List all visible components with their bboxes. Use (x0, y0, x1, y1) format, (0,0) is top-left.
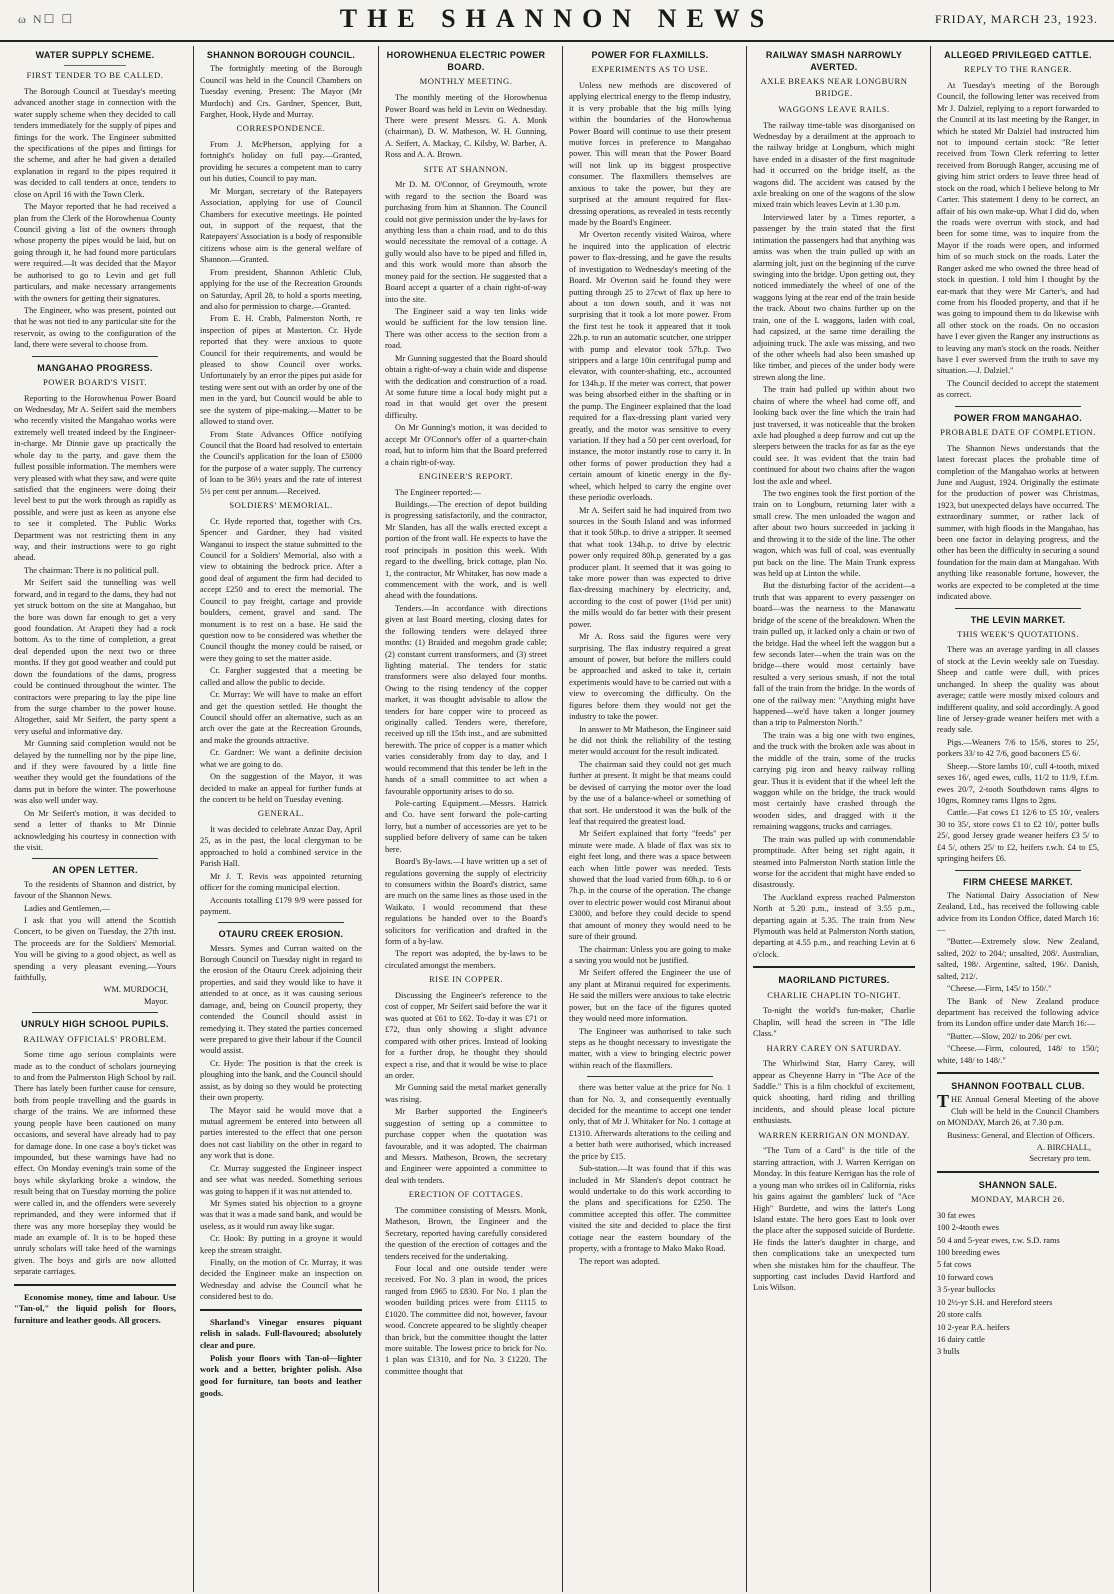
paragraph: Ladies and Gentlemen,— (24, 903, 110, 913)
paragraph: Mr A. Seifert said he had inquired from two sources in the South Island and was informed that it took 50h.p. to drive a stripper. It seemed that what took 134h.p. to drive by electric power only required 80h.p. generated by a gas producer plant. It seemed that it was going to take more power than was expected to drive flax-dressing machinery by electricity, and, according to the cost of power (1½d per unit) the mills would do far better with their present power. (569, 505, 731, 629)
subheadline: WARREN KERRIGAN ON MONDAY. (758, 1129, 910, 1140)
columns (8, 46, 1108, 1592)
subheadline: MONTHLY MEETING. (419, 76, 513, 87)
headline: POWER FOR FLAXMILLS. (591, 50, 709, 60)
paragraph: From E. H. Crabb, Palmerston North, re inspection of pipes at Masterton. Cr. Hyde reported that they were anxious to quote Council for their requirements, and would be pleased to show Council over works. Unfortunately by an error the pipes put aside for testing were sent out with an order by one of the men in the yard, but Council would be able to see the system of pipe-making.—Matter to be allowed to stand over. (200, 314, 362, 427)
headline: MANGAHAO PROGRESS. (37, 362, 153, 373)
paragraph: Mr Symes stated his objection to a groyne was that it was a made sand bank, and would be useless, as it would run away like sugar. (200, 1198, 362, 1231)
list-item: 100 breeding ewes (937, 1248, 1000, 1258)
paragraph: The railway time-table was disorganised on Wednesday by a derailment at the approach to the railway bridge at Longburn, which might have ended in a disaster of the first magnitude had it occurred on the bridge itself, as the wagons did. The accident was caused by the axle breaking on one of the wagons of the slow mixed train which leaves Levin at 1.30 p.m. (753, 120, 915, 210)
headline: RAILWAY SMASH NARROWLY AVERTED. (765, 50, 903, 73)
divider (753, 966, 915, 968)
headline: FIRM CHEESE MARKET. (963, 876, 1073, 887)
paragraph: On Mr Gunning's motion, it was decided to accept Mr O'Connor's offer of a quarter-chain road, but to inform him that the Board preferred a chain right-of-way. (385, 423, 547, 467)
subheadline: ERECTION OF COTTAGES. (408, 1189, 524, 1200)
headline: THE LEVIN MARKET. (970, 614, 1066, 625)
paragraph: The train was a big one with two engines, and the truck with the broken axle was about in the middle of the train, some of the trucks carrying pig iron and heavy railway rolling gear. Thus it is evident that if the wheel left the waggon while on the bridge, the truck would most certainly have crashed through the wooden sides, and dragged with it the remaining waggons, trucks and carriages. (753, 730, 915, 832)
paragraph: The report was adopted. (579, 1256, 660, 1266)
paragraph: Four local and one outside tender were received. For No. 3 plan in wood, the prices ranged from £965 to £830. For No. 1 plan the wooden building prices were from £1115 to £1020. The committee did not, however, favour wood. Concrete appeared to be slightly cheaper than brick, but the committee thought the latter more suitable. The lowest price to brick for No. 1 plan was £1310, and for No. 3 £1220. The committee thought that (385, 1263, 547, 1376)
headline: POWER FROM MANGAHAO. (954, 412, 1082, 423)
divider (218, 922, 344, 923)
paragraph: The Bank of New Zealand produce department has received the following advice from its London office under date March 16:— (937, 996, 1099, 1029)
paragraph: Accounts totalling £179 9/9 were passed for payment. (200, 895, 362, 916)
article-maoriland-pictures (753, 974, 915, 1294)
divider (200, 1309, 362, 1311)
paragraph: There was an average yarding in all classes of stock at the Levin weekly sale on Tuesday. Sheep and cattle were dull, with prices unchanged. In sheep the quality was about average; cattle were mostly mixed colours and indifferent quality, and sold accordingly. A good line of Jersey-grade weaner heifers met with a ready sale. (937, 645, 1099, 735)
column-6 (930, 46, 1105, 1592)
paragraph: The Engineer said a way ten links wide would be sufficient for the low tension line. There was other access to the section from a road. (385, 307, 547, 351)
divider (64, 65, 126, 66)
paragraph: The chairman said they could not get much further at present. It might be that means could be devised of carrying the motor over the load by the use of a balance-wheel or something of that sort. He understood it was the bulk of the leaf that required the greatest load. (569, 759, 731, 826)
column-3 (378, 46, 553, 1592)
list-item: 3 5-year bullocks (937, 1285, 996, 1295)
paragraph: Cr. Hyde: The position is that the creek is ploughing into the bank, and the Council should assist, as by doing so they would be protecting their own property. (200, 1058, 362, 1103)
advertisement: Polish your floors with Tan-ol—lighter work and a better, brighter polish. Also good for furniture, tan boots and leather goods. (200, 1352, 362, 1398)
paragraph: The fortnightly meeting of the Borough Council was held in the Council Chambers on Tuesday evening. Present: The Mayor (Mr Murdoch) and Crs. Gardner, Spencer, Butt, Fargher, Hook, Hyde and Murray. (200, 64, 362, 119)
paragraph: Tenders.—In accordance with directions given at last Board meeting, closing dates for the following tenders were delayed three months: (1) Braided and megohm grade cable; (2) constant current transformers, and (3) street lighting material. The tenders for static transformers were also delayed four months. Owing to the rising tendency of the copper market, it was thought advisable to allow the tenders for bare copper wire to proceed as originally called. Tenders were, therefore, received up till the 15th inst., and are submitted herewith. The price of copper is a matter which varies considerably from day to day, and I would recommend that this tender be left in the hands of a small committee to act when a favourable opportunity arises to do so. (385, 603, 547, 796)
paragraph: "The Turn of a Card" is the title of the starring attraction, with J. Warren Kerrigan on Monday. In this feature Kerrigan has the role of a young man who strikes oil in California, risks his gains against the gamblers' luck of "Ace High" Burdette, and wins the latter's Long Island estate. The hero goes East to look over the place after the supposed suicide of Burdette. He finds the latter's daughter in charge, and then complications take an unexpected turn when she mistakes him for the chauffeur. The supporting cast includes David Hartford and Lois Wilson. (753, 1146, 915, 1293)
headline: OTAURU CREEK EROSION. (218, 929, 344, 940)
signature-name: WM. MURDOCH, (103, 985, 168, 995)
divider (32, 1012, 158, 1013)
paragraph: The chairman: Unless you are going to make a saving you would not be justified. (569, 944, 731, 965)
subheadline: MONDAY, MARCH 26. (971, 1194, 1065, 1205)
headline: SHANNON SALE. (978, 1179, 1058, 1190)
paragraph: It was decided to celebrate Anzac Day, April 25, as in the past, the local clergyman to be approached to hold a combined service in the Parish Hall. (200, 825, 362, 869)
paragraph: The committee consisting of Messrs. Monk, Matheson, Brown, the Engineer and the Secretary, reported having carefully considered the question of the erection of cottages and the tenders received for the undertaking. (385, 1205, 547, 1261)
paragraph: The Whirlwind Star, Harry Carey, will appear as Cheyenne Harry in "The Ace of the Saddle." This is a film chockful of excitement, quick shooting, hard riding and thrilling incidents, and should please local picture enthusiasts. (753, 1059, 915, 1126)
paragraph: The Mayor said he would move that a mutual agreement be entered into between all parties interested to the effect that one person does not cast liability on the other in regard to any work that is done. (200, 1105, 362, 1161)
notice-text: Business: General, and Election of Officers. (947, 1130, 1095, 1140)
subheadline: RISE IN COPPER. (428, 974, 504, 985)
paragraph: Cr. Gardner: We want a definite decision what we are going to do. (200, 748, 362, 769)
paragraph: The Borough Council at Tuesday's meeting advanced another stage in connection with the water supply scheme when they decided to call tenders immediately for the supply of pipes and fittings for the work. The Engineer submitted the specifications of the pipes and fittings for the scheme, and after he had given a detailed explanation in regard to the pipes required it was decided to call tenders at once, tenders to close on April 16 with the Town Clerk. (14, 86, 176, 199)
paragraph: The monthly meeting of the Horowhenua Power Board was held in Levin on Wednesday. There were present Messrs. G. A. Monk (chairman), D. W. Matheson, W. H. Gunning, A. Seifert, A. Mackay, C. Kilsby, W. Barber, A. Ross and A. A. Brown. (385, 93, 547, 160)
notice-shannon-sale (937, 1179, 1099, 1358)
paragraph: The Engineer was authorised to take such steps as he thought necessary to investigate the matter, with a view to bringing electric power within reach of the flaxmillers. (569, 1026, 731, 1070)
divider (587, 1076, 713, 1077)
headline: ALLEGED PRIVILEGED CATTLE. (944, 50, 1092, 60)
signature-title: Secretary pro tem. (1029, 1154, 1091, 1164)
paragraph: Interviewed later by a Times reporter, a passenger by the train stated that the first intimation the passengers had that anything was amiss was when the train pulled up with an alarming jolt, just on the beginning of the curve swinging into the bridge. Upon getting out, they noticed immediately the wheel of one of the waggons lying at the rear end of the train beside the track. About two chains further up on the train, one of the L waggons, laden with coal, had capsized, at the same time derailing the adjoining truck. The axle was missing, and two of the other wheels had also been smashed up like timber, and pieces of the under body were strewn along the line. (753, 212, 915, 382)
paragraph: Pole-carting Equipment.—Messrs. Hatrick and Co. have sent forward the pole-carting lorry, but a number of accessories are yet to be supplied before delivery of same can be taken here. (385, 799, 547, 854)
paragraph: Pigs.—Weaners 7/6 to 15/6, stores to 25/, porkers 33/ to 42 7/6, good baconers £5 6/. (937, 737, 1099, 759)
column-4 (562, 46, 737, 1592)
paragraph: Mr Seifert explained that forty "feeds" per minute were made. A blade of flax was six to eight feet long, and there was a space between each when little power was needed. Tests showed that the load varied from 60h.p. to 6 or 7h.p. in the course of the operation. The change over to electric power would cost Miranui about £3000, and before they could decide to spend that amount of money they would need to be sure of their ground. (569, 829, 731, 942)
list-item: 30 fat ewes (937, 1210, 976, 1220)
newspaper-title: THE SHANNON NEWS (339, 4, 775, 33)
paragraph: Messrs. Symes and Curran waited on the Borough Council on Tuesday night in regard to the erosion of the Otauru Creek adjoining their properties, and said they would like to have it attended to at once, as it was causing serious damage, and, being on Council property, they contended the Council should assist in remedying it. They stated the parties concerned were prepared to give their labour if the Council would assist. (200, 943, 362, 1056)
paragraph: The Auckland express reached Palmerston North at 5.20 p.m., instead of 3.55 p.m., departing again at 5.35. The train from New Plymouth was held at Palmerston North station, departing at 4.55 p.m., and reaching Levin at 6 o'clock. (753, 892, 915, 959)
masthead (0, 0, 1114, 42)
article-power-for-flaxmills (569, 49, 731, 1267)
subheadline: THIS WEEK'S QUOTATIONS. (957, 628, 1079, 639)
advertisement: Sharland's Vinegar ensures piquant relish in salads. Full-flavoured; absolutely clear and pure. (200, 1316, 362, 1351)
list-item: 5 fat cows (937, 1260, 972, 1270)
paragraph: Mr Seifert said the tunnelling was well forward, and in regard to the dams, they had not yet struck bottom on the site at Mangahao, but the bore was down far enough to get a very good foundation. At Arapeti they had a rock bottom. As to the time of completion, a great deal depended upon the next two or three months. If they got good weather and could put down the foundations of the dams, progress could be continued throughout the winter. The contractors were preparing to lay the pipe line from the surge chamber to the power house. Altogether, said Mr Seifert, the party spent a very useful and informative day. (14, 578, 176, 736)
paragraph: "Butter.—Slow, 202/ to 206/ per cwt. (947, 1031, 1072, 1041)
masthead-left-text: ω Ν☐ ☐ (18, 12, 75, 26)
paragraph: Mr A. Ross said the figures were very surprising. The flax industry required a great amount of power, but before the millers could be approached and asked to take it, certain experiments would have to be carried out with a view to overcoming the difficulty. On the figures before them they would not get the industry to take the power. (569, 632, 731, 722)
headline: HOROWHENUA ELECTRIC POWER BOARD. (386, 50, 546, 73)
paragraph: Mr Barber supported the Engineer's suggestion of setting up a committee to purchase copper when the quotation was favourable, and it was adopted. The chairman and Messrs. Matheson, Brown, the secretary and Engineer were appointed a committee to deal with tenders. (385, 1107, 547, 1185)
paragraph: Cr. Murray: We will have to make an effort and get the question settled. He thought the Council should offer an alternative, such as an arch over the gate at the Recreation Grounds, and make the grounds attractive. (200, 690, 362, 745)
list-item: 3 bulls (937, 1347, 960, 1357)
signature-title: Mayor. (144, 996, 168, 1006)
paragraph: there was better value at the price for No. 1 than for No. 3, and consequently eventually decided for the meantime to accept one tender only, that of Mr J. Whitaker for No. 1 cottage at £1310. Afterwards alterations to the ceiling and a better bath were authorised, which increased the price by £15. (569, 1083, 731, 1161)
paragraph: "Cheese.—Firm, 145/ to 150/." (947, 984, 1052, 994)
subheadline: REPLY TO THE RANGER. (964, 64, 1072, 75)
subheadline: GENERAL. (257, 808, 305, 819)
signature-name: A. BIRCHALL, (1036, 1142, 1091, 1152)
subheadline: ENGINEER'S REPORT. (418, 470, 514, 481)
paragraph: Reporting to the Horowhenua Power Board on Wednesday, Mr A. Seifert said the members who recently visited the Mangahao works were extremely well treated indeed by the Engineer-in-charge. Mr Dinnie gave up practically the whole day to the party, and gave them the fullest possible information. The members were very pleased with what they saw, and were quite satisfied that the engineers were doing their level best to put the work through as rapidly as possible, and were just as keen as anyone else to see it completed. The Public Works Department was not restricting them in any way, and their instructions were to go right ahead. (14, 393, 177, 563)
list-item: 100 2-4tooth ewes (937, 1223, 999, 1233)
paragraph: I ask that you will attend the Scottish Concert, to be given on Tuesday, the 27th inst. The proceeds are for the Soldiers' Memorial. You will be giving to a good object, as well as spending a very pleasant evening.—Yours faithfully, (14, 915, 176, 983)
paragraph: Mr D. M. O'Connor, of Greymouth, wrote with regard to the section the Board was purchasing from him at Shannon. The Council could not give permission under the by-laws for anything less than a chain road, and to do this would necessitate the removal of a cottage. A gully would also have to be piped and filled in, and this work would more than absorb the money paid for the section. He suggested that a Board accept a quarter of a chain right-of-way into the site. (385, 180, 547, 304)
paragraph: The National Dairy Association of New Zealand, Ltd., has received the following cable advice from its London Office, dated March 16:— (937, 890, 1099, 934)
paragraph: Cr. Hook: By putting in a groyne it would keep the stream straight. (200, 1234, 362, 1255)
subheadline: CHARLIE CHAPLIN TO-NIGHT. (767, 989, 901, 1000)
paragraph: Some time ago serious complaints were made as to the conduct of scholars journeying to and from the Palmerston High School by rail. There has lately been further cause for censure, both from people travelling and the guards in charge of the trains. We are informed these young people have been cautioned on many occasions, and several have already had to pay for damage done. In one case a boy's ticket was impounded, but these warnings have had no effect. On Monday evening's train some of the boys while skylarking broke a window, the result being that on Tuesday morning the police were called in, and the offenders were severely reprimanded, and they were informed that if there was any more horseplay they would be made an example of. It is to be hoped these unruly scholars will take heed of the warnings given. The boys and girls are now allotted separate carriages. (14, 1050, 176, 1277)
headline: WATER SUPPLY SCHEME. (35, 50, 155, 60)
article-water-supply (14, 49, 176, 351)
paragraph: The Engineer reported:— (395, 487, 482, 497)
headline: AN OPEN LETTER. (52, 865, 138, 876)
subheadline: SOLDIERS' MEMORIAL. (229, 500, 333, 511)
subheadline: POWER BOARD'S VISIT. (42, 376, 148, 387)
list-item: 10 2-year P.A. heifers (937, 1322, 1010, 1332)
headline: SHANNON BOROUGH COUNCIL. (206, 50, 356, 60)
paragraph: Discussing the Engineer's reference to the cost of copper, Mr Seifert said before the war it was quoted at £61 to £62. To-day it was £71 or £72, thus only showing a slight advance compared with other prices. Instead of looking for a further drop, he thought they should expect a rise, and that it would be wise to place an order. (385, 991, 547, 1080)
article-borough-council (200, 49, 362, 917)
paragraph: In answer to Mr Matheson, the Engineer said he did not think the reliability of the testing meter would account for the result indicated. (569, 724, 731, 757)
paragraph: Mr Morgan, secretary of the Ratepayers Association, applying for use of Council Chambers for executive meetings. He pointed out, in support of the request, that the Ratepayers' Association is a body of responsible citizens whose aim is the general welfare of Shannon.—Granted. (200, 186, 362, 265)
paragraph: The train had pulled up within about two chains of where the wheel had come off, and looking back over the line which the train had just traversed, it was noticeable that the broken axle had ploughed a deep furrow and cut up the sleepers between the tracks for as far as the eye could see. It was evident that the train had continued for about two chains after the wagon lost the axle and wheel. (753, 385, 915, 486)
column-2 (193, 46, 368, 1592)
headline: UNRULY HIGH SCHOOL PUPILS. (21, 1019, 169, 1030)
subheadline: AXLE BREAKS NEAR LONGBURN BRIDGE. (760, 76, 908, 99)
column-1 (8, 46, 182, 1592)
subheadline: FIRST TENDER TO BE CALLED. (26, 70, 164, 81)
paragraph: Mr Gunning said completion would not be delayed by the tunnelling nor by the pipe line, and if they were favoured by a little fine weather they would get the foundations of the dams put in before the winter. The powerhouse was also well under way. (14, 739, 176, 806)
paragraph: From president, Shannon Athletic Club, applying for the use of the Recreation Grounds on Saturday, April 28, to hold a sports meeting, and also for permission to charge.—Granted. (200, 267, 362, 311)
subheadline: PROBABLE DATE OF COMPLETION. (940, 426, 1096, 437)
drop-cap: T (937, 1091, 950, 1112)
paragraph: Mr Gunning suggested that the Board should obtain a right-of-way a chain wide and dispense with the dedication and construction of a road. At some future time a local body might put a road in that would get over the present difficulty. (385, 353, 547, 420)
list-item: 50 4 and 5-year ewes, r.w. S.D. rams (937, 1235, 1060, 1245)
paragraph: At Tuesday's meeting of the Borough Council, the following letter was received from Mr J. Dalziel, replying to a report forwarded to the Council at its last meeting by the Ranger, in which he stated Mr Dalziel had instructed him not to impound certain stock: "Re letter received from Town Clerk referring to letter received from Borough Ranger, accusing me of giving him strict orders to leave three head of stock on the road, which I believe belong to Mr Carter. This statement I deny to be correct, an affair of his own make-up. What I did do, when the roads were overrun with stock, and had been for some time, was to inquire from the Mayor if the roads were open, and informed him of so much stock on the roads. Later the Ranger asked me who owned the three head of stock in question. I told him I thought by the ear-mark that they were Mr Carter's, and had come from his flooded property, and that if he was going to impound them to do likewise with all other stock on the roads. On no occasion have I ever given the Ranger any instructions as to leaving any man's stock on the roads. Neither have I ever swerved from the truth to save my situation.—J. Dalziel." (937, 80, 1099, 376)
article-otauru-erosion (200, 928, 362, 1302)
subheadline: HARRY CAREY ON SATURDAY. (766, 1042, 902, 1053)
article-privileged-cattle (937, 49, 1099, 401)
column-5 (746, 46, 921, 1592)
subheadline: EXPERIMENTS AS TO USE. (591, 64, 709, 75)
paragraph: The Council decided to accept the statement as correct. (937, 378, 1099, 400)
paragraph: Sub-station.—It was found that if this was included in Mr Slanden's depot contract he would undertake to do this work according to the plans and specifications for £250. The committee accepted this offer. The committee visited the site and decided to place the first cottage near the eastern boundary of the property, with a frontage to Mako Mako Road. (569, 1164, 731, 1254)
paragraph: But the disturbing factor of the accident—a truth that was apparent to every passenger on board—was the nearness to the Manawatu bridge of the scene of the breakdown. When the train pulled up, it lacked only a chain or two of the bridge. Had the wheel left the waggon but a few seconds later—when the train was on the bridge—there would most certainly have resulted a very serious smash, if not the total fall of the train from the bridge. In the words of one of the railway men: "Anything might have happened—we'd have taken a longer journey than a trip to Palmerston North." (753, 581, 915, 728)
divider (32, 858, 158, 859)
list-item: 16 dairy cattle (937, 1334, 985, 1344)
paragraph: Mr J. T. Revis was appointed returning officer for the coming municipal election. (200, 871, 362, 893)
divider (14, 1284, 176, 1286)
article-mangahao-progress (14, 362, 176, 854)
subheadline: RAILWAY OFFICIALS' PROBLEM. (23, 1033, 167, 1044)
notice-text: HE Annual General Meeting of the above Club will be held in the Council Chambers on MONDAY, March 26, at 7.30 p.m. (937, 1095, 1099, 1128)
paragraph: The report was adopted, the by-laws to be circulated amongst the members. (385, 949, 547, 970)
paragraph: Cr. Murray suggested the Engineer inspect and see what was needed. Something serious was going to happen if it was not attended to. (200, 1163, 362, 1196)
paragraph: Mr Gunning said the metal market generally was rising. (385, 1083, 547, 1104)
article-levin-market (937, 614, 1099, 865)
paragraph: "Cheese.—Firm, coloured, 148/ to 150/; white, 148/ to 148/." (937, 1044, 1099, 1065)
paragraph: The Engineer, who was present, pointed out that he was not tied to any particular site for the reservoir, as owing to the configuration of the land, there were several to choose from. (14, 305, 176, 350)
divider (32, 356, 158, 357)
paragraph: To-night the world's fun-maker, Charlie Chaplin, will head the screen in "The Idle Class." (753, 1006, 915, 1039)
notice-football-club (937, 1080, 1099, 1165)
paragraph: Finally, on the motion of Cr. Murray, it was decided the Engineer make an inspection on Wednesday and advise the Council what he considered best to do. (200, 1258, 362, 1302)
headline: SHANNON FOOTBALL CLUB. (951, 1081, 1085, 1092)
headline: MAORILAND PICTURES. (778, 975, 890, 986)
list-item: 10 forward cows (937, 1272, 994, 1282)
article-cheese-market (937, 876, 1099, 1067)
paragraph: Cr. Hyde reported that, together with Crs. Spencer and Gardner, they had visited Wanganui to inspect the statue submitted to the Council for a Soldiers' Memorial, also with a view to obtaining the bedrock price. After a good deal of argument the firm had decided to accept £250 and to erect the memorial. The Council to pay freight, cartage and provide boulders, cement, gravel and sand. The monument is to rest on a base. He said the question now to be considered was whether the Council thought the money could be raised, or were they going to set the matter aside. (200, 516, 362, 663)
paragraph: The Mayor reported that he had received a plan from the Clerk of the Horowhenua County Council giving a list of the owners through whose property the pipes would be laid, but on going through it, he had found more particulars were required.—It was decided that the Mayor be authorised to go to Levin and get full particulars, and make necessary arrangements with the owners for getting their signatures. (14, 202, 176, 303)
divider (955, 608, 1081, 609)
paragraph: The two engines took the first portion of the train on to Longburn, returning later with a small crew. The men unloaded the wagon and after about two hours succeeded in jacking it and throwing it to the side of the line. The other wagon, which was full of coal, was eventually put back on the line. The Main Trunk express was held up at Linton the while. (753, 489, 915, 578)
paragraph: Board's By-laws.—I have written up a set of regulations governing the supply of electricity to consumers within the Board's district, same are much on the same lines as those used in the Waikato. I would recommend that these regulations be handed over to the Board's solicitors for verification and drafted in the form of a by-law. (385, 857, 547, 947)
paragraph: On Mr Seifert's motion, it was decided to send a letter of thanks to Mr Dinnie acknowledging his courtesy in connection with the visit. (14, 808, 176, 852)
article-open-letter (14, 864, 176, 1007)
divider (937, 1072, 1099, 1074)
article-unruly-pupils (14, 1018, 176, 1277)
paragraph: The train was pulled up with commendable promptitude. After being set right again, it steamed into Palmerston North station little the worse for the accident that might have ended so disastrously. (753, 834, 915, 890)
advertisement: Economise money, time and labour. Use "Tan-ol," the liquid polish for floors, furniture and leather goods. All grocers. (14, 1291, 176, 1326)
divider (937, 1171, 1099, 1173)
divider (955, 406, 1081, 407)
subheadline: WAGGONS LEAVE RAILS. (778, 103, 890, 114)
paragraph: To the residents of Shannon and district, by favour of the Shannon News. (14, 879, 176, 901)
paragraph: "Butter.—Extremely slow. New Zealand, salted, 202/ to 204/; unsalted, 208/. Australian, salted, 198/. Argentine, salted, 196/. Danish, salted, 212/. (937, 937, 1099, 981)
paragraph: Buildings.—The erection of depot building is progressing satisfactorily, and the contractor, Mr Slanden, has all the walls erected except a portion of the front wall. He expects to have the roof principals in position this week. With regard to the dwelling, brick cottage, plan No. 1, the contractor, Mr Whitaker, has now made a commencement with the work, and is well ahead with the foundations. (385, 500, 547, 601)
paragraph: Sheep.—Store lambs 10/, cull 4-tooth, mixed sexes 16/, aged ewes, culls, 11/2 to 11/9, f.f.m. ewes 20/7, 2-tooth Southdown rams 4lgns to 10gns, Romney rams 1lgns to 2gns. (937, 761, 1099, 805)
paragraph: On the suggestion of the Mayor, it was decided to make an appeal for further funds at the concert to be held on Tuesday evening. (200, 772, 362, 804)
list-item: 10 2½-yr S.H. and Hereford steers (937, 1297, 1053, 1307)
paragraph: From State Advances Office notifying Council that the Board had resolved to entertain the Council's application for the loan of £5000 for the purpose of a water supply. The currency of loan to be 36½ years and the rate of interest 5½ per cent per annum.—Received. (200, 429, 362, 496)
issue-date: FRIDAY, MARCH 23, 1923. (934, 12, 1098, 26)
paragraph: Mr Seifert offered the Engineer the use of any plant at Miranui required for experiments. He said the millers were anxious to take electric power, but on the face of the figures quoted they would need more information. (569, 968, 731, 1024)
list-item: 20 store calfs (937, 1310, 982, 1320)
article-railway-smash (753, 49, 915, 960)
article-power-from-mangahao (937, 412, 1099, 603)
subheadline: CORRESPONDENCE. (236, 123, 326, 134)
paragraph: The Shannon News understands that the latest forecast places the probable time of completion of the Mangahao works at between June and August, 1924. Originally the estimate for the production of power was Christmas, 1923, but unexpected delays have occurred. The extraordinary summer, or rather lack of summer, with high floods in the Mangahao, has been one factor in delaying progress, and the other has been the difficulty in securing a sound foundation for the main dam at Mangahao. With anything like reasonable fortune, however, the works are expected to be completed at the time indicated above. (937, 443, 1099, 602)
subheadline: SITE AT SHANNON. (423, 163, 509, 174)
paragraph: Cr. Fargher suggested that a meeting be called and allow the public to decide. (200, 666, 362, 687)
article-power-board (385, 49, 547, 1377)
divider (955, 870, 1081, 871)
paragraph: The chairman: There is no political pull. (24, 565, 159, 575)
paragraph: Cattle.—Fat cows £1 12/6 to £5 10/, vealers 30 to 35/, store cows £1 to £2 10/, potter bulls 25/, good Jersey grade weaner heifers £3 5/ to £4 5/, others 25/ to £2, heifers r.w.b. £4 to £5, springing heifers £6. (937, 808, 1099, 864)
paragraph: From J. McPherson, applying for a fortnight's holiday on full pay.—Granted, providing he secures a competent man to carry out his duties, Council to pay man. (200, 140, 362, 184)
paragraph: Mr Overton recently visited Wairoa, where he inquired into the application of electric power to flax-dressing, and he gave the results of investigation to Wednesday's meeting of the Board. Mr Overton said he found they were putting through 25 to 27cwt of flax up here to about a ton down south, and it was not surprising that it took a lot more power. From the first test he took it appeared that it took 22h.p. to run an automatic scutcher, one stripper with pump and elevator took 57h.p. Two strippers and a large 10in centrifugal pump and elevator, with counter-shafting, etc., accounted for 134h.p. If the meter was correct, that power was being absorbed either in the shafting or in the pump. The Engineer explained that the load required for a flax-dressing plant varied very greatly, and the motor was sensitive to every variation. If they had a 50 per cent overload, for instance, the motor instantly rose to carry it. In other forms of power production they had a certain amount of kinetic energy in the fly-wheel, which helped to carry the engine over these periodic overloads. (569, 230, 731, 503)
paragraph: Unless new methods are discovered of applying electrical energy to the flemp industry, it is very probable that the big mills lying within the boundaries of the Horowhenua Power Board will continue to use their present motive forces in preference to Mangahao power. This will mean that the Power Board will not link up its biggest prospective consumer. The flaxmillers themselves are anxious to take the power, but they are surprised at the amount required for flax-dressing operations, as revealed in tests recently made by the Board's Engineer. (569, 80, 731, 227)
